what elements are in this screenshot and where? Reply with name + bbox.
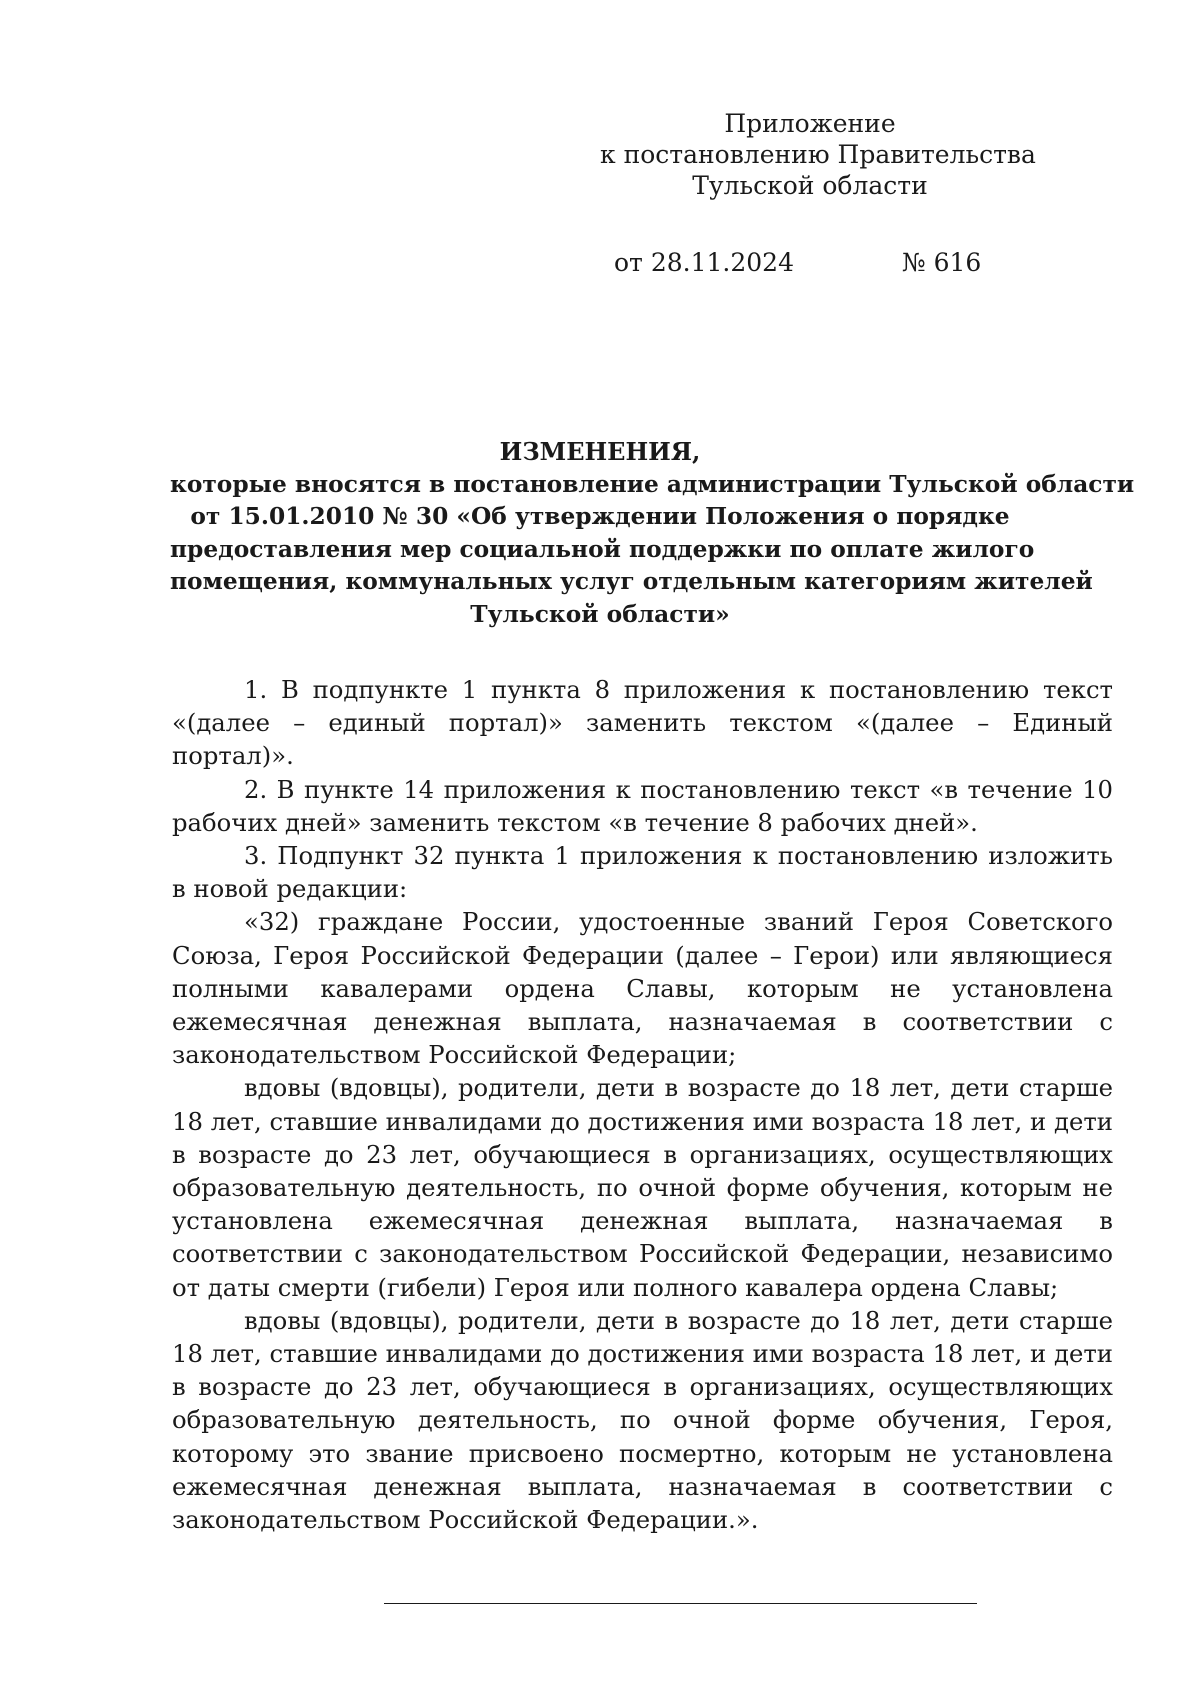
- paragraph: 1. В подпункте 1 пункта 8 приложения к постановлению текст «(далее – единый портал)» заменить текстом «(далее – Единый портал)».: [172, 675, 1113, 771]
- closing-divider: [384, 1603, 977, 1604]
- title-heading: ИЗМЕНЕНИЯ,: [499, 437, 701, 466]
- title-line: предоставления мер социальной поддержки по оплате жилого: [170, 535, 1035, 563]
- document-body: [172, 673, 1113, 1536]
- title-line: помещения, коммунальных услуг отдельным категориям жителей: [170, 568, 1093, 595]
- paragraph: вдовы (вдовцы), родители, дети в возрасте до 18 лет, дети старше 18 лет, ставшие инвалидами до достижения ими возраста 18 лет, и дети в возрасте до 23 лет, обучающиеся в организациях, осуществляющих образовательную деятельность, по очной форме обучения, которым не установлена ежемесячная денежная выплата, назначаемая в соответствии с законодательством Российской Федерации, независимо от даты смерти (гибели) Героя или полного кавалера ордена Славы;: [172, 1073, 1113, 1302]
- document-date: от 28.11.2024: [614, 248, 794, 277]
- document-title: [170, 436, 1135, 631]
- paragraph: вдовы (вдовцы), родители, дети в возрасте до 18 лет, дети старше 18 лет, ставшие инвалидами до достижения ими возраста 18 лет, и дети в возрасте до 23 лет, обучающиеся в организациях, осуществляющих образовательную деятельность, по очной форме обучения, Героя, которому это звание присвоено посмертно, которым не установлена ежемесячная денежная выплата, назначаемая в соответствии с законодательством Российской Федерации.».: [172, 1305, 1113, 1535]
- appendix-label: Приложение: [724, 109, 896, 138]
- appendix-ref-line: к постановлению Правительства: [600, 140, 1036, 169]
- paragraph: 3. Подпункт 32 пункта 1 приложения к постановлению изложить в новой редакции:: [172, 841, 1113, 904]
- title-line: Тульской области»: [470, 600, 730, 628]
- paragraph: 2. В пункте 14 приложения к постановлению текст «в течение 10 рабочих дней» заменить текстом «в течение 8 рабочих дней».: [172, 774, 1113, 837]
- appendix-header: [600, 108, 1036, 201]
- paragraph: «32) граждане России, удостоенные званий Героя Советского Союза, Героя Российской Федерации (далее – Герои) или являющиеся полными кавалерами ордена Славы, которым не установлена ежемесячная денежная выплата, назначаемая в соответствии с законодательством Российской Федерации;: [172, 907, 1113, 1070]
- document-number: № 616: [902, 248, 982, 277]
- title-line: от 15.01.2010 № 30 «Об утверждении Положения о порядке: [190, 503, 1010, 530]
- appendix-region-line: Тульской области: [692, 171, 928, 200]
- title-line: которые вносятся в постановление администрации Тульской области: [170, 470, 1135, 498]
